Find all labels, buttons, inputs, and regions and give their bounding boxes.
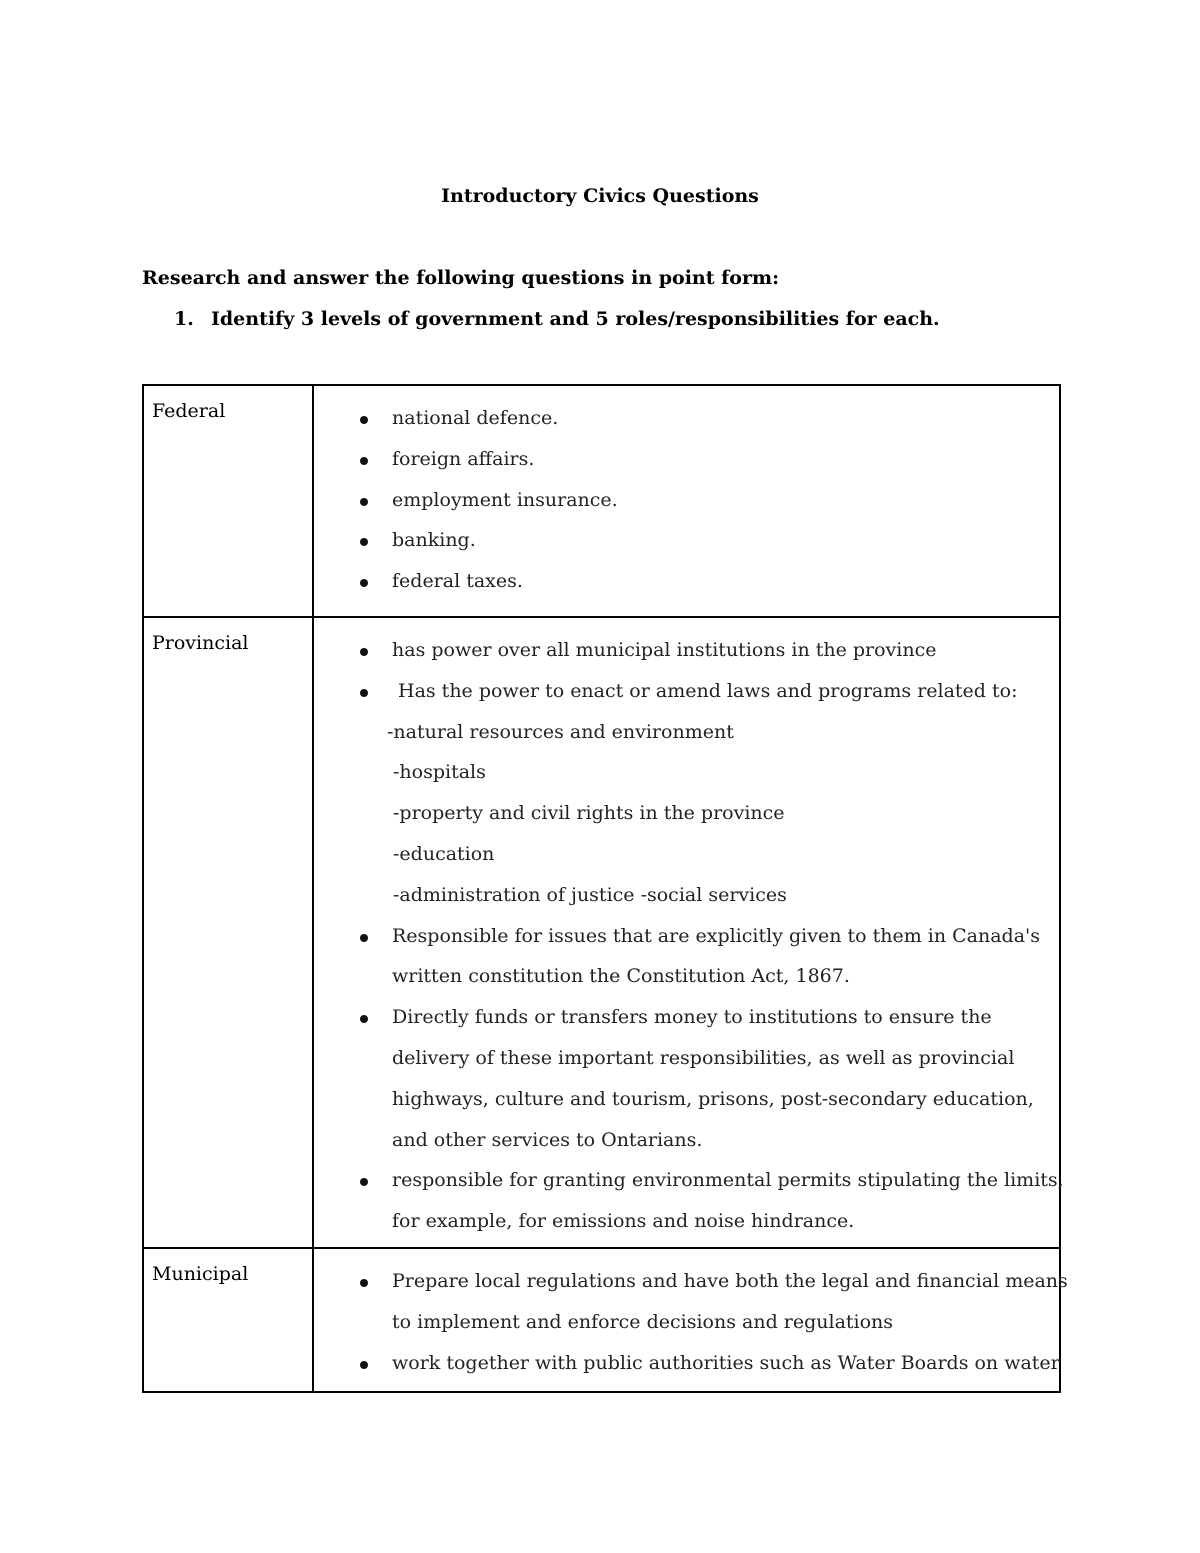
- list-subitem: -hospitals: [393, 761, 486, 784]
- row-label-municipal: Municipal: [144, 1249, 314, 1391]
- bullet-icon: [360, 689, 368, 697]
- table-row-federal: [144, 386, 1059, 618]
- list-subitem: -education: [393, 842, 495, 865]
- table-row-provincial: [144, 618, 1064, 1249]
- list-item-continuation: highways, culture and tourism, prisons, post-secondary education,: [392, 1087, 1034, 1110]
- row-content-municipal: [314, 1249, 1068, 1391]
- list-item: Prepare local regulations and have both the legal and financial means: [314, 1261, 1059, 1302]
- list-item: Responsible for issues that are explicitly given to them in Canada's: [314, 916, 1059, 957]
- list-item-continuation: delivery of these important responsibilities, as well as provincial: [392, 1046, 1015, 1069]
- list-item: responsible for granting environmental permits stipulating the limits,: [314, 1160, 1059, 1201]
- question-text: Identify 3 levels of government and 5 roles/responsibilities for each.: [211, 308, 940, 330]
- list-subitem: -administration of justice -social services: [393, 883, 787, 906]
- list-item-continuation: for example, for emissions and noise hindrance.: [392, 1210, 855, 1233]
- row-label-provincial: Provincial: [144, 618, 314, 1247]
- bullet-icon: [360, 579, 368, 587]
- bullet-icon: [360, 1279, 368, 1287]
- list-item: employment insurance.: [314, 480, 1059, 521]
- list-item-continuation: and other services to Ontarians.: [392, 1128, 703, 1151]
- bullet-icon: [360, 648, 368, 656]
- row-content-federal: [314, 386, 1059, 616]
- instructions-text: Research and answer the following questions in point form:: [142, 267, 780, 289]
- government-levels-table: [142, 384, 1068, 1393]
- list-item: Has the power to enact or amend laws and programs related to:: [314, 671, 1059, 712]
- list-item-continuation: written constitution the Constitution Act, 1867.: [392, 965, 850, 988]
- bullet-icon: [360, 934, 368, 942]
- bullet-icon: [360, 1015, 368, 1023]
- list-item: has power over all municipal institutions in the province: [314, 630, 1059, 671]
- bullet-icon: [360, 1361, 368, 1369]
- row-content-provincial: [314, 618, 1064, 1247]
- bullet-icon: [360, 498, 368, 506]
- list-item-continuation: to implement and enforce decisions and regulations: [392, 1310, 894, 1333]
- document-title: Introductory Civics Questions: [441, 185, 759, 207]
- bullet-icon: [360, 457, 368, 465]
- list-item: foreign affairs.: [314, 439, 1059, 480]
- bullet-icon: [360, 416, 368, 424]
- bullet-icon: [360, 538, 368, 546]
- list-item: Directly funds or transfers money to institutions to ensure the: [314, 997, 1059, 1038]
- list-item: federal taxes.: [314, 561, 1059, 602]
- list-item: banking.: [314, 520, 1059, 561]
- row-label-federal: Federal: [144, 386, 314, 616]
- question-1: [174, 306, 940, 332]
- list-subitem: -property and civil rights in the province: [393, 802, 785, 825]
- list-item: national defence.: [314, 398, 1059, 439]
- table-row-municipal: [144, 1249, 1068, 1391]
- list-item: work together with public authorities such as Water Boards on water: [314, 1343, 1059, 1384]
- bullet-icon: [360, 1178, 368, 1186]
- question-number: 1.: [174, 308, 194, 330]
- list-subitem: -natural resources and environment: [387, 720, 734, 743]
